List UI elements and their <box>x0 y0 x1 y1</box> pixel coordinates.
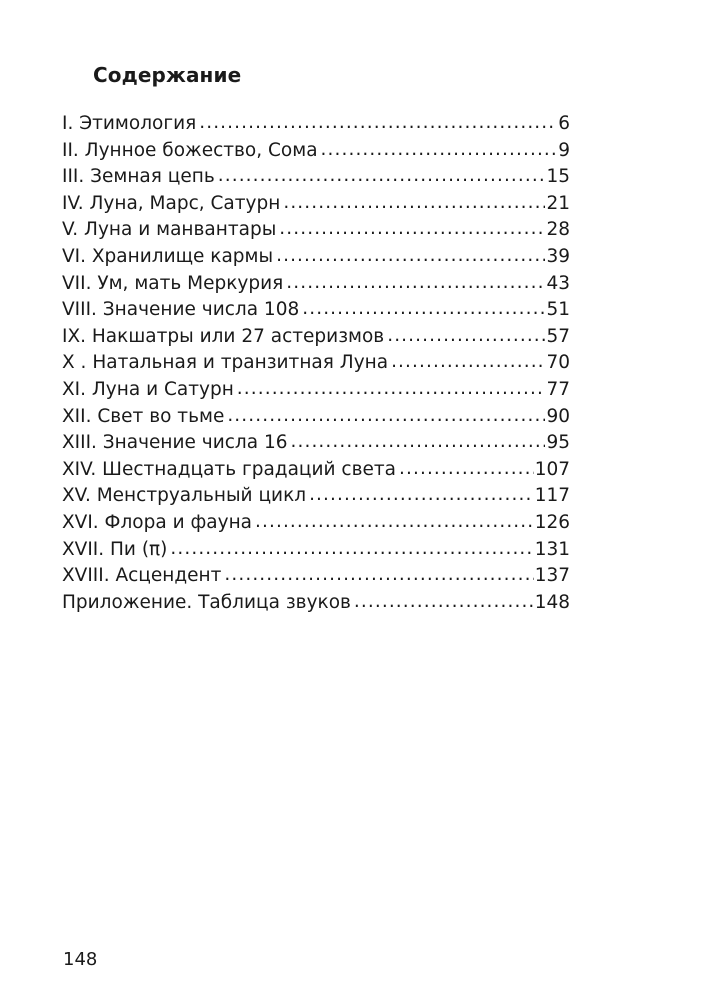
toc-entry-title: I. Этимология <box>62 113 197 134</box>
toc-entry-page: 107 <box>534 458 570 480</box>
dot-leader <box>291 429 546 456</box>
toc-entry <box>62 271 570 298</box>
toc-entry-title: XV. Менструальный цикл <box>62 485 307 507</box>
dot-leader <box>276 243 545 270</box>
toc-entry-title: XI. Луна и Сатурн <box>62 378 234 400</box>
dot-leader <box>255 509 534 536</box>
toc-entry-title: VIII. Значение числа 108 <box>62 299 300 321</box>
dot-leader <box>199 110 557 137</box>
toc-entry <box>62 217 570 244</box>
toc-entry-page: 131 <box>534 538 570 560</box>
dot-leader <box>283 190 545 217</box>
toc-entry-title: III. Земная цепь <box>62 166 215 188</box>
toc-entry-page: 39 <box>546 245 570 267</box>
toc-entry-title: X . Натальная и транзитная Луна <box>62 352 389 374</box>
toc-entry <box>62 191 570 218</box>
toc-entry <box>62 563 570 590</box>
toc-entry-title: XII. Свет во тьме <box>62 405 225 427</box>
toc-entry <box>62 537 570 564</box>
dot-leader <box>286 270 545 297</box>
dot-leader <box>399 456 534 483</box>
toc-entry <box>62 350 570 377</box>
dot-leader <box>279 216 545 243</box>
dot-leader <box>387 323 545 350</box>
toc-entry-page: 90 <box>546 405 570 427</box>
contents-heading: Содержание <box>93 63 242 87</box>
toc-entry-page: 21 <box>546 192 570 214</box>
toc-entry <box>62 404 570 431</box>
dot-leader <box>309 482 534 509</box>
toc-entry-title: V. Луна и манвантары <box>62 219 277 241</box>
toc-entry-page: 15 <box>546 166 570 188</box>
toc-entry <box>62 164 570 191</box>
page-number: 148 <box>63 949 98 970</box>
toc-entry <box>62 590 570 617</box>
dot-leader <box>170 536 533 563</box>
toc-entry-title: IV. Луна, Марс, Сатурн <box>62 192 281 214</box>
dot-leader <box>302 296 545 323</box>
toc-entry-page: 95 <box>546 432 570 454</box>
toc-entry-page: 28 <box>546 219 570 241</box>
toc-entry-title: XVII. Пи (π) <box>62 538 168 560</box>
toc-entry <box>62 138 570 165</box>
toc-entry-page: 148 <box>534 591 570 613</box>
toc-entry-page: 51 <box>546 299 570 321</box>
dot-leader <box>218 163 546 190</box>
toc-entry-title: IX. Накшатры или 27 астеризмов <box>62 325 385 347</box>
toc-entry-title: XIII. Значение числа 16 <box>62 432 288 454</box>
toc-entry <box>62 483 570 510</box>
toc-entry-page: 126 <box>534 511 570 533</box>
toc-entry-title: VI. Хранилище кармы <box>62 245 274 267</box>
toc-entry <box>62 244 570 271</box>
toc-entry-page: 9 <box>558 139 570 161</box>
toc-entry <box>62 430 570 457</box>
toc-entry <box>62 377 570 404</box>
toc-entry <box>62 324 570 351</box>
dot-leader <box>227 403 545 430</box>
toc-entry <box>62 297 570 324</box>
toc-entry-title: XVI. Флора и фауна <box>62 511 253 533</box>
dot-leader <box>321 137 558 164</box>
toc-entry-title: II. Лунное божество, Сома <box>62 139 318 161</box>
toc-entry-page: 137 <box>534 565 570 587</box>
toc-entry <box>62 111 570 138</box>
toc-entry-page: 70 <box>546 352 570 374</box>
dot-leader <box>354 589 534 616</box>
dot-leader <box>391 349 545 376</box>
toc-entry-title: Приложение. Таблица звуков <box>62 591 351 613</box>
toc-entry-page: 6 <box>558 113 570 134</box>
toc-entry-page: 117 <box>534 485 570 507</box>
toc-entry-title: XIV. Шестнадцать градаций света <box>62 458 397 480</box>
toc-entry-page: 43 <box>546 272 570 294</box>
toc-entry-page: 57 <box>546 325 570 347</box>
toc-entry-page: 77 <box>546 378 570 400</box>
table-of-contents <box>62 111 570 616</box>
toc-entry <box>62 510 570 537</box>
dot-leader <box>237 376 546 403</box>
toc-entry-title: VII. Ум, мать Меркурия <box>62 272 284 294</box>
toc-entry <box>62 457 570 484</box>
dot-leader <box>224 562 533 589</box>
toc-entry-title: XVIII. Асцендент <box>62 565 222 587</box>
